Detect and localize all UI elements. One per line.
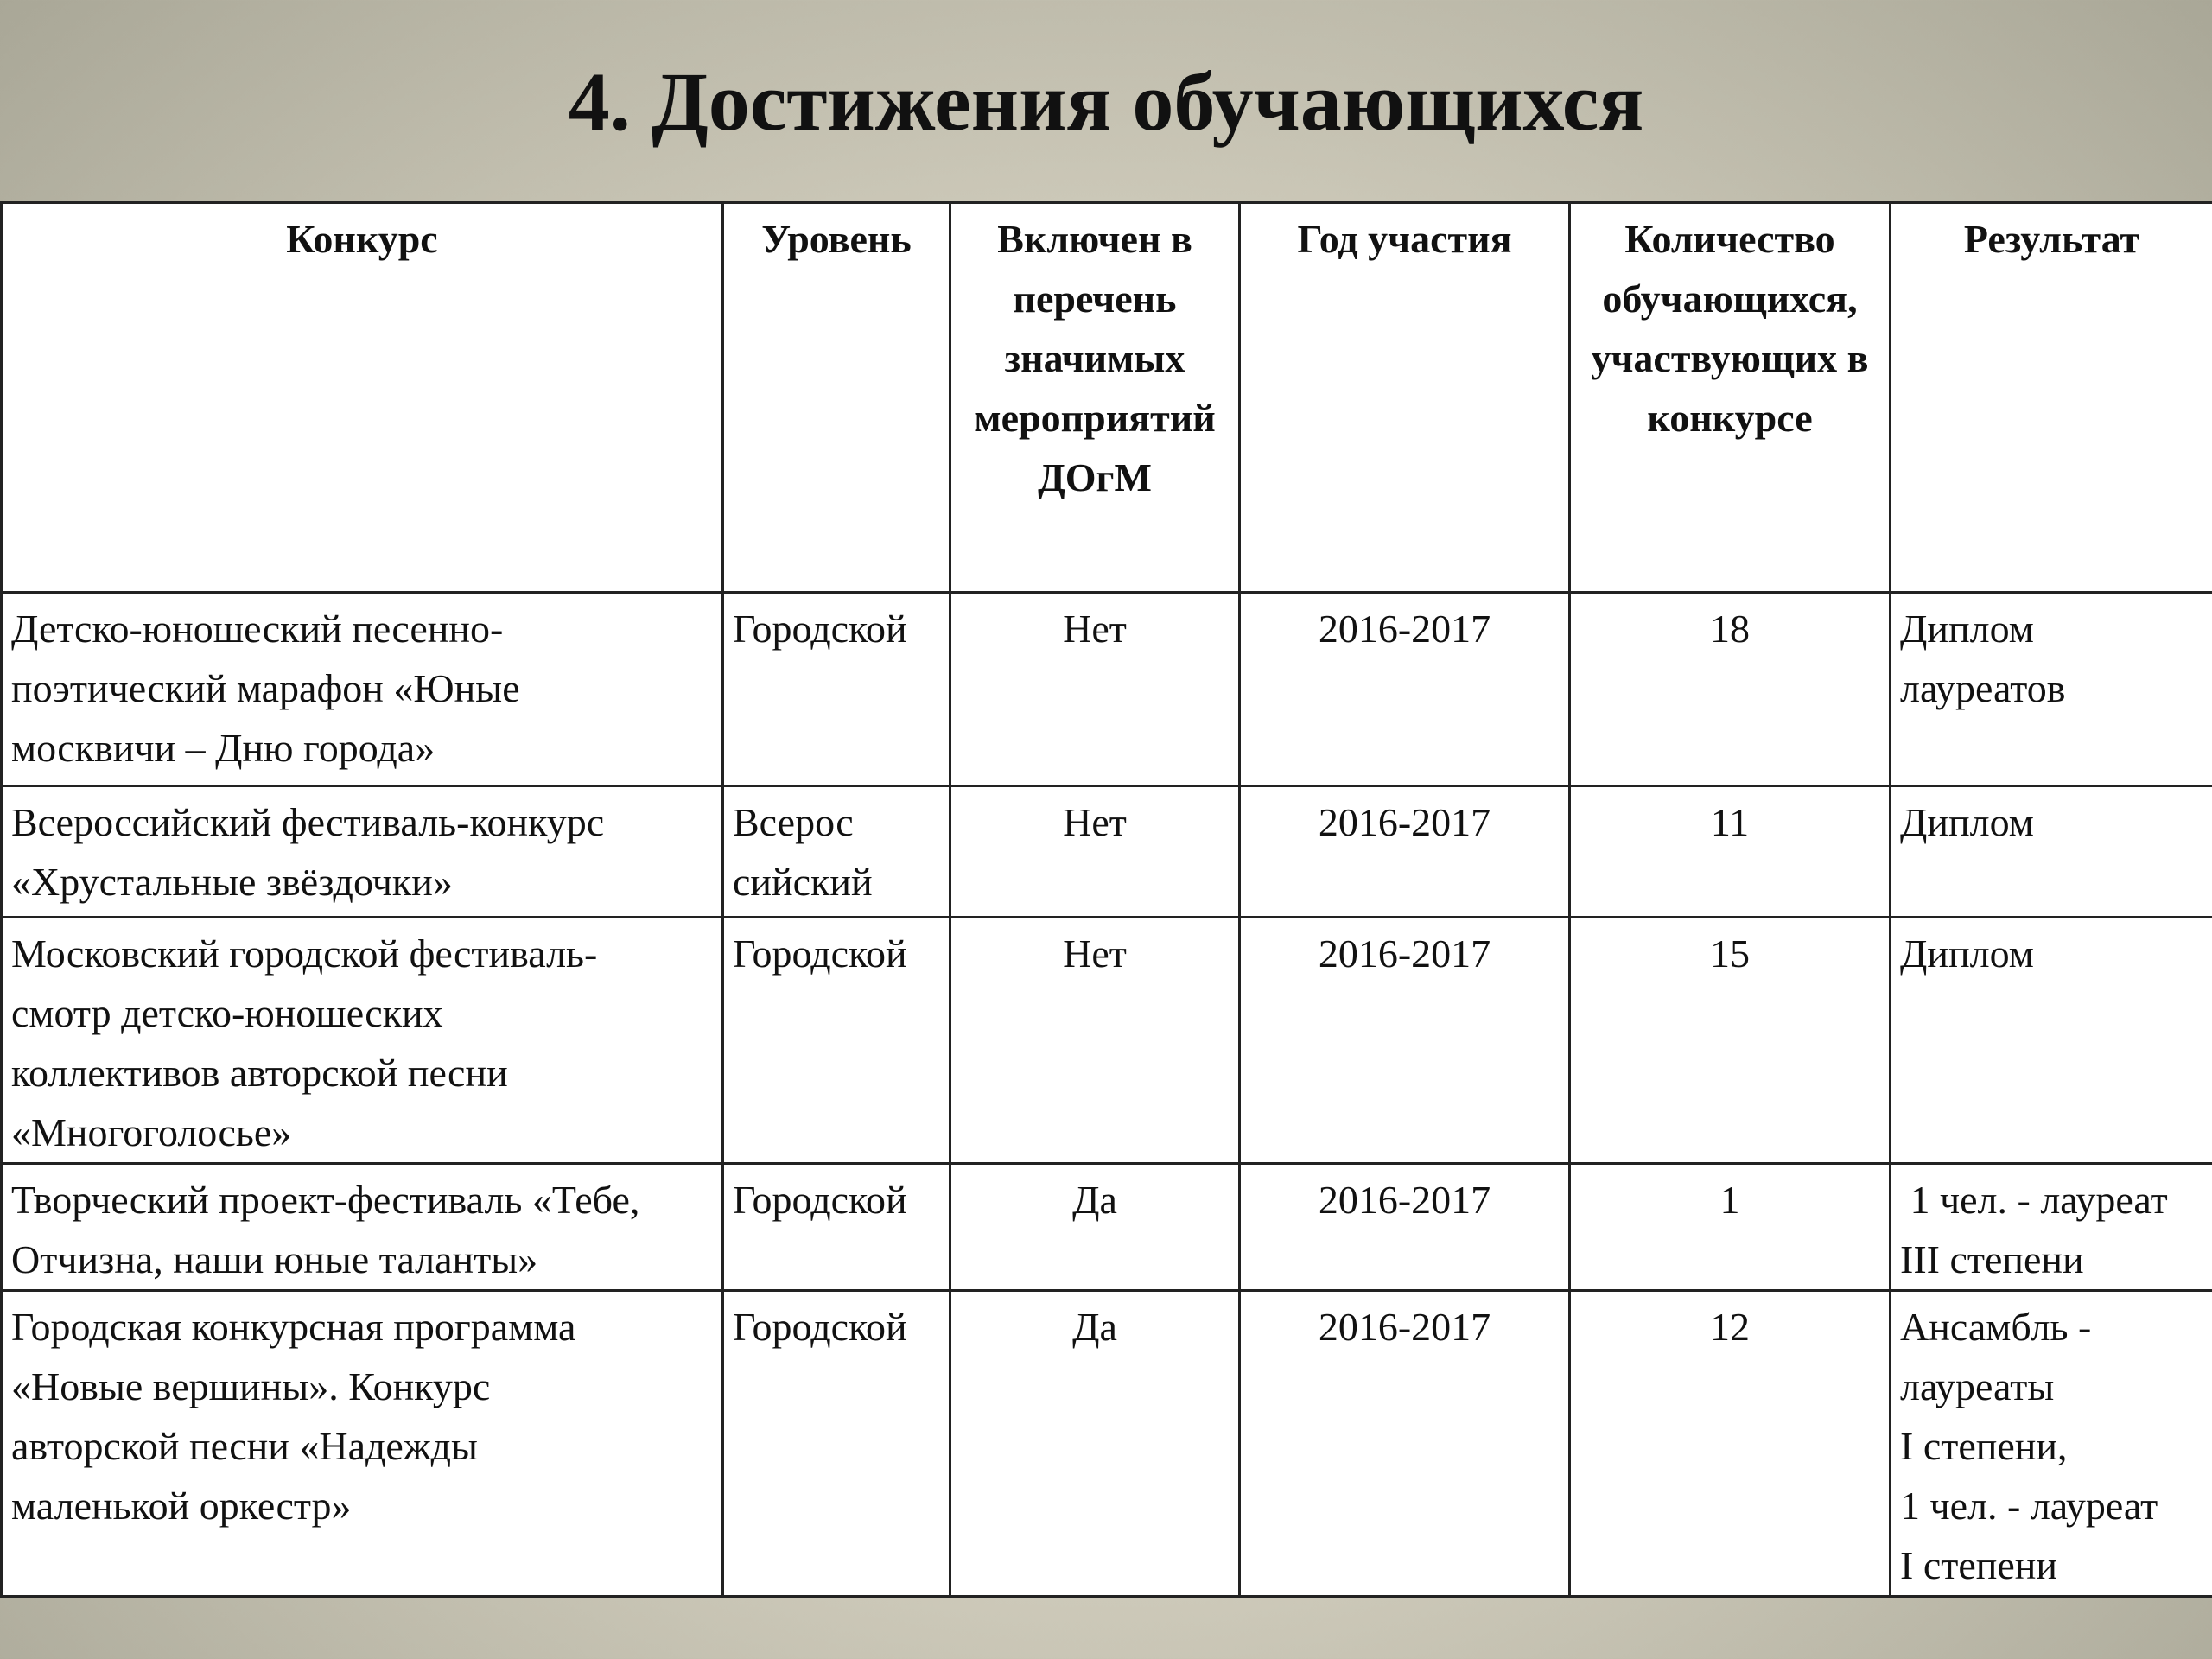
slide-title: 4. Достижения обучающихся — [568, 55, 1644, 148]
cell-result: Ансамбль - лауреаты I степени, 1 чел. - лауреат I степени — [1891, 1291, 2212, 1597]
cell-included: Да — [950, 1291, 1240, 1597]
cell-included: Нет — [950, 918, 1240, 1164]
header-year: Год участия — [1240, 203, 1570, 593]
cell-contest: Творческий проект-фестиваль «Тебе, Отчизна, наши юные таланты» — [2, 1164, 723, 1291]
cell-contest: Детско-юношеский песенно- поэтический марафон «Юные москвичи – Дню города» — [2, 593, 723, 786]
cell-level: Городской — [723, 593, 950, 786]
cell-year: 2016-2017 — [1240, 1291, 1570, 1597]
achievements-table-container — [0, 201, 2212, 1598]
table-header-row — [2, 203, 2212, 593]
cell-count: 12 — [1570, 1291, 1891, 1597]
cell-contest: Всероссийский фестиваль-конкурс «Хрустальные звёздочки» — [2, 786, 723, 918]
cell-level: Всерос сийский — [723, 786, 950, 918]
header-level: Уровень — [723, 203, 950, 593]
cell-result: Диплом — [1891, 918, 2212, 1164]
header-result: Результат — [1891, 203, 2212, 593]
cell-level: Городской — [723, 918, 950, 1164]
table-row — [2, 786, 2212, 918]
cell-count: 1 — [1570, 1164, 1891, 1291]
cell-result: Диплом — [1891, 786, 2212, 918]
cell-count: 18 — [1570, 593, 1891, 786]
cell-result: Диплом лауреатов — [1891, 593, 2212, 786]
achievements-table — [0, 201, 2212, 1598]
cell-level: Городской — [723, 1164, 950, 1291]
header-contest: Конкурс — [2, 203, 723, 593]
cell-contest: Московский городской фестиваль- смотр детско-юношеских коллективов авторской песни «Многоголосье» — [2, 918, 723, 1164]
table-row — [2, 1291, 2212, 1597]
cell-contest: Городская конкурсная программа «Новые вершины». Конкурс авторской песни «Надежды маленькой оркестр» — [2, 1291, 723, 1597]
cell-level: Городской — [723, 1291, 950, 1597]
table-row — [2, 593, 2212, 786]
cell-year: 2016-2017 — [1240, 918, 1570, 1164]
cell-year: 2016-2017 — [1240, 593, 1570, 786]
table-row — [2, 1164, 2212, 1291]
cell-count: 15 — [1570, 918, 1891, 1164]
cell-year: 2016-2017 — [1240, 786, 1570, 918]
table-row — [2, 918, 2212, 1164]
cell-included: Нет — [950, 593, 1240, 786]
cell-included: Нет — [950, 786, 1240, 918]
cell-included: Да — [950, 1164, 1240, 1291]
header-included: Включен в перечень значимых мероприятий ДОгМ — [950, 203, 1240, 593]
cell-year: 2016-2017 — [1240, 1164, 1570, 1291]
cell-count: 11 — [1570, 786, 1891, 918]
cell-result: 1 чел. - лауреат III степени — [1891, 1164, 2212, 1291]
header-count: Количество обучающихся, участвующих в конкурсе — [1570, 203, 1891, 593]
